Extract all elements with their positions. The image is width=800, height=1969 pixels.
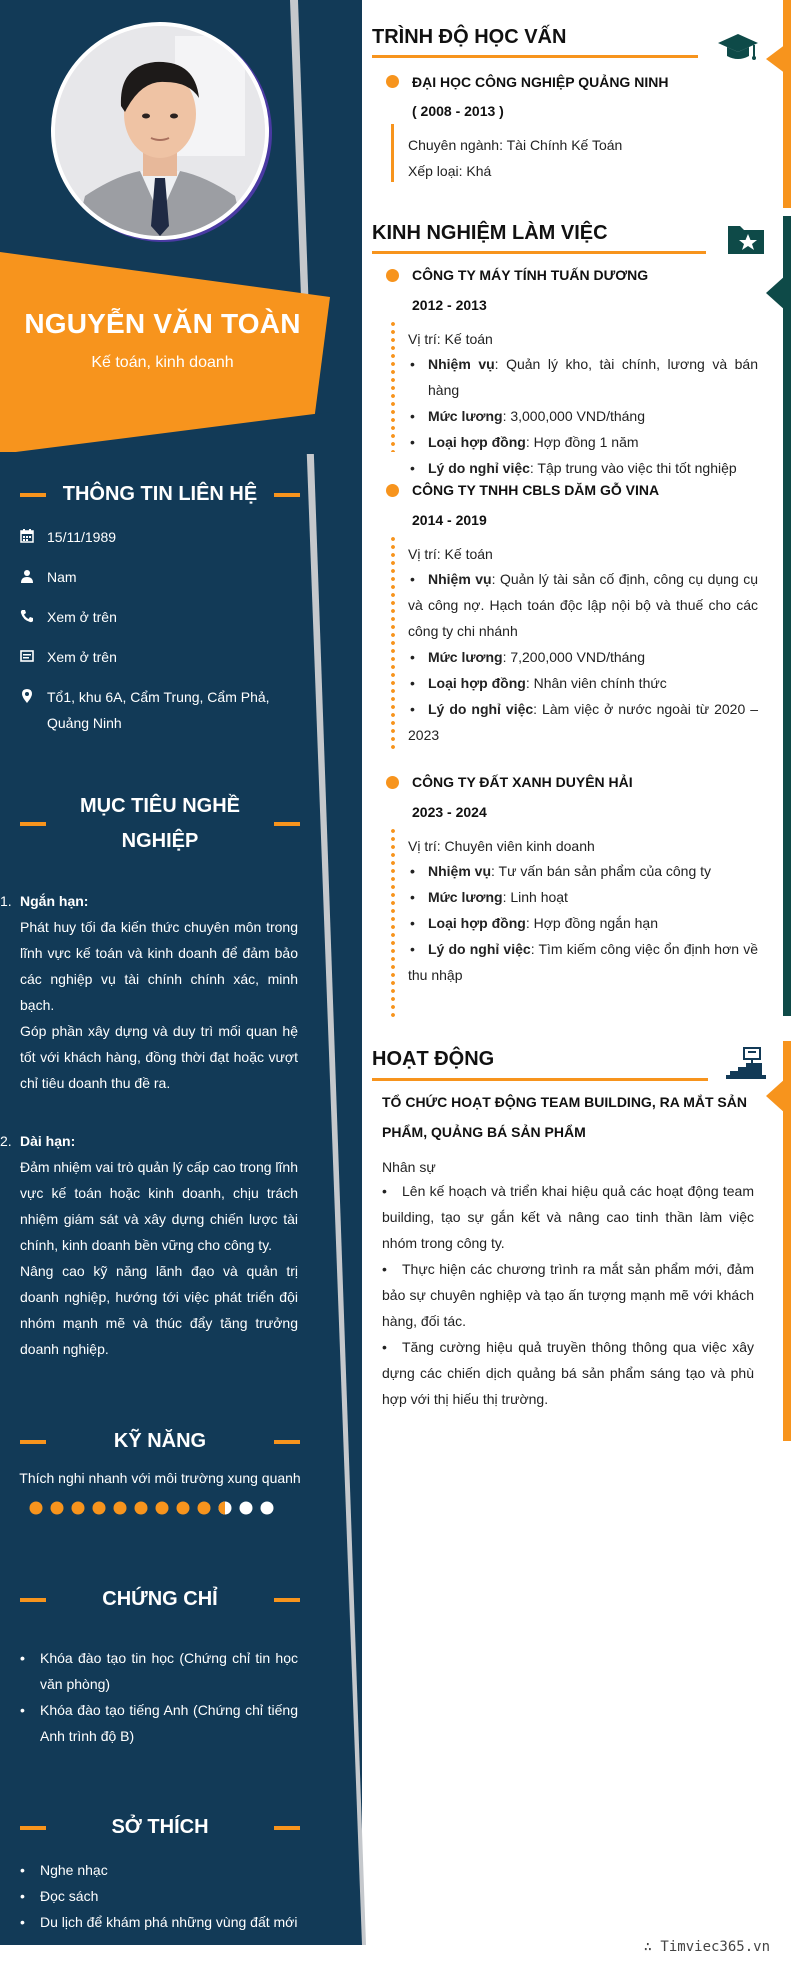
education-heading-rule [372, 55, 698, 58]
activity-list [382, 1178, 754, 1412]
job-details-list [408, 351, 758, 481]
job-detail-item [408, 455, 758, 481]
job-detail-label: Nhiệm vụ [428, 571, 492, 587]
job-detail-text: : Linh hoạt [502, 889, 568, 905]
experience-heading-rule [372, 251, 706, 254]
activity-title: TỔ CHỨC HOẠT ĐỘNG TEAM BUILDING, RA MẮT SẢN PHẨM, QUẢNG BÁ SẢN PHẨM [382, 1094, 747, 1140]
activities-stripe-notch [766, 1078, 786, 1114]
job-period: 2014 - 2019 [412, 512, 487, 528]
education-period: ( 2008 - 2013 ) [412, 103, 504, 119]
candidate-name: NGUYỄN VĂN TOÀN [24, 308, 301, 339]
birthday-value: 15/11/1989 [47, 529, 117, 545]
job-detail-text: : Quản lý tài sản cố định, công cụ dụng cụ và công nợ. Hạch toán độc lập nội bộ và thuế cho các công ty chi nhánh [408, 571, 758, 639]
education-side-stripe [783, 0, 791, 208]
activity-role: Nhân sự [382, 1159, 436, 1175]
activity-item: • Tăng cường hiệu quả truyền thông thông qua việc xây dựng các chiến dịch quảng bá sản phẩm sáng tạo và phù hợp với thị hiếu thị trường. [382, 1334, 754, 1412]
education-major: Chuyên ngành: Tài Chính Kế Toán [408, 137, 623, 153]
job-detail-label: Nhiệm vụ [428, 863, 492, 879]
hobbies-heading-text: SỞ THÍCH [111, 1816, 209, 1838]
skill-dot [177, 1502, 190, 1515]
job-detail-item [408, 884, 758, 910]
experience-side-stripe [783, 216, 791, 1016]
job-bullet-dot [386, 484, 399, 497]
skills-heading [0, 1424, 320, 1459]
experience-heading: KINH NGHIỆM LÀM VIỆC [372, 222, 608, 244]
hobby-item: • Du lịch để khám phá những vùng đất mới [20, 1909, 298, 1935]
job-company: CÔNG TY MÁY TÍNH TUẤN DƯƠNG [412, 267, 649, 283]
objective-label: Ngắn hạn [20, 893, 84, 909]
objective-heading [0, 789, 320, 859]
footer-brand: ∴ Timviec365.vn [643, 1939, 770, 1955]
job-bullet-dot [386, 776, 399, 789]
contact-address [20, 684, 310, 736]
job-detail-text: : 7,200,000 VND/tháng [502, 649, 645, 665]
job-position: Vị trí: Chuyên viên kinh doanh [408, 838, 595, 854]
skill-dot [156, 1502, 169, 1515]
objective-number: 2. [0, 1133, 12, 1149]
certificates-heading-text: CHỨNG CHỈ [102, 1588, 218, 1610]
objective-label-row: Ngắn hạn: [20, 893, 89, 909]
hobbies-list [20, 1857, 298, 1935]
contact-phone [20, 604, 310, 630]
hobbies-heading [0, 1810, 320, 1845]
job-detail-label: Mức lương [428, 649, 503, 665]
skill-dot [135, 1502, 148, 1515]
gender-value: Nam [47, 569, 77, 585]
heading-bar-right [274, 1826, 300, 1830]
experience-stripe-notch [766, 275, 786, 311]
name-banner-cut [0, 412, 330, 454]
objective-heading-text: MỤC TIÊU NGHỀ NGHIỆP [80, 795, 240, 852]
folder-star-icon [726, 222, 766, 256]
heading-bar-right [274, 822, 300, 826]
job-detail-label: Loại hợp đồng [428, 434, 526, 450]
job-detail-item [408, 936, 758, 988]
job-detail-label: Lý do nghỉ việc [428, 941, 531, 957]
job-detail-text: : Tìm kiếm công việc ổn định hơn về thu nhập [408, 941, 758, 983]
education-heading: TRÌNH ĐỘ HỌC VẤN [372, 26, 567, 48]
heading-bar-right [274, 493, 300, 497]
activity-item: • Thực hiện các chương trình ra mắt sản phẩm mới, đảm bảo sự chuyên nghiệp và tạo ấn tượng mạnh mẽ với khách hàng, đối tác. [382, 1256, 754, 1334]
objective-paragraph: Phát huy tối đa kiến thức chuyên môn trong lĩnh vực kế toán và kinh doanh để đảm bảo các nghiệp vụ tài chính chính xác, minh bạch. [20, 919, 298, 1013]
job-detail-text: : Hợp đồng ngắn hạn [525, 915, 659, 931]
job-detail-label: Nhiệm vụ [428, 356, 495, 372]
job-detail-item [408, 566, 758, 644]
job-company: CÔNG TY ĐẤT XANH DUYÊN HẢI [412, 774, 633, 790]
phone-value: Xem ở trên [47, 609, 117, 625]
contact-birthday [20, 524, 310, 550]
email-value: Xem ở trên [47, 649, 117, 665]
job-detail-item [408, 696, 758, 748]
objective-paragraph: Nâng cao kỹ năng lãnh đạo và quản trị doanh nghiệp, hướng tới việc phát triển đội nhóm mạnh mẽ và thúc đẩy tăng trưởng doanh nghiệp. [20, 1263, 298, 1357]
contact-heading-text: THÔNG TIN LIÊN HỆ [62, 483, 258, 505]
objective-long-term [0, 1128, 298, 1362]
skill-dot [114, 1502, 127, 1515]
objective-label-row: Dài hạn: [20, 1133, 76, 1149]
job-detail-text: : Làm việc ở nước ngoài từ 2020 – 2023 [408, 701, 758, 743]
job-bullet-dot [386, 269, 399, 282]
skills-heading-text: KỸ NĂNG [113, 1430, 207, 1452]
job-timeline-dots [391, 320, 395, 452]
skill-name: Thích nghi nhanh với môi trường xung quanh [19, 1470, 301, 1486]
skill-rating-dots [28, 1500, 278, 1516]
certificate-item: • Khóa đào tạo tiếng Anh (Chứng chỉ tiếng Anh trình độ B) [20, 1697, 298, 1749]
avatar [51, 22, 269, 240]
heading-bar-left [20, 493, 46, 497]
portrait-photo [55, 26, 265, 236]
contact-heading [0, 477, 320, 512]
podium-icon [726, 1046, 766, 1080]
user-icon [20, 569, 34, 583]
education-grade: Xếp loại: Khá [408, 163, 492, 179]
objective-label: Dài hạn [20, 1133, 71, 1149]
email-icon [20, 649, 34, 663]
job-details-list [408, 858, 758, 988]
hobby-item: • Nghe nhạc [20, 1857, 298, 1883]
job-detail-text: : Quản lý kho, tài chính, lương và bán hàng [428, 356, 758, 398]
graduation-cap-icon [718, 30, 758, 64]
job-detail-item [408, 403, 758, 429]
job-company: CÔNG TY TNHH CBLS DĂM GỖ VINA [412, 482, 660, 498]
job-detail-label: Mức lương [428, 408, 503, 424]
activity-item: • Lên kế hoạch và triển khai hiệu quả các hoạt động team building, tạo sự gắn kết và nâng cao tinh thần làm việc nhóm trong công ty. [382, 1178, 754, 1256]
heading-bar-left [20, 1826, 46, 1830]
phone-icon [20, 609, 34, 623]
job-detail-label: Lý do nghỉ việc [428, 460, 530, 476]
job-timeline-dots [391, 535, 395, 749]
heading-bar-right [274, 1440, 300, 1444]
job-period: 2023 - 2024 [412, 804, 487, 820]
objective-paragraph: Góp phần xây dựng và duy trì mối quan hệ tốt với khách hàng, đồng thời đạt hoặc vượt chỉ tiêu doanh thu đề ra. [20, 1023, 298, 1091]
job-detail-label: Lý do nghỉ việc [428, 701, 534, 717]
contact-email [20, 644, 310, 670]
job-detail-item [408, 351, 758, 403]
job-detail-item [408, 644, 758, 670]
job-position: Vị trí: Kế toán [408, 546, 493, 562]
job-detail-label: Mức lương [428, 889, 503, 905]
job-detail-item [408, 858, 758, 884]
heading-bar-left [20, 1598, 46, 1602]
objective-short-term [0, 888, 298, 1096]
skill-dot [240, 1502, 253, 1515]
certificate-item: • Khóa đào tạo tin học (Chứng chỉ tin học văn phòng) [20, 1645, 298, 1697]
job-period: 2012 - 2013 [412, 297, 487, 313]
skill-dot [261, 1502, 274, 1515]
activities-heading: HOẠT ĐỘNG [372, 1048, 495, 1070]
certificates-heading [0, 1582, 320, 1617]
heading-bar-left [20, 822, 46, 826]
job-detail-item [408, 910, 758, 936]
job-detail-label: Loại hợp đồng [428, 915, 526, 931]
skill-dot [72, 1502, 85, 1515]
job-detail-text: : Hợp đồng 1 năm [525, 434, 639, 450]
education-timeline-line [391, 124, 394, 182]
job-timeline-dots [391, 827, 395, 1017]
job-detail-item [408, 429, 758, 455]
objective-number: 1. [0, 893, 12, 909]
education-bullet-dot [386, 75, 399, 88]
school-name: ĐẠI HỌC CÔNG NGHIỆP QUẢNG NINH [412, 74, 669, 90]
skill-dot [219, 1502, 232, 1515]
skill-dot [198, 1502, 211, 1515]
job-detail-item [408, 670, 758, 696]
skill-dot [93, 1502, 106, 1515]
calendar-icon [20, 529, 34, 543]
job-position: Vị trí: Kế toán [408, 331, 493, 347]
education-stripe-notch [766, 44, 786, 74]
job-detail-text: : Tập trung vào việc thi tốt nghiệp [529, 460, 737, 476]
location-pin-icon [20, 689, 34, 703]
skill-dot [51, 1502, 64, 1515]
certificates-list [20, 1645, 298, 1749]
job-details-list [408, 566, 758, 748]
contact-gender [20, 564, 310, 590]
job-detail-text: : Tư vấn bán sản phẩm của công ty [491, 863, 712, 879]
hobby-item: • Đọc sách [20, 1883, 298, 1909]
activities-heading-rule [372, 1078, 708, 1081]
job-detail-label: Loại hợp đồng [428, 675, 526, 691]
job-detail-text: : Nhân viên chính thức [525, 675, 667, 691]
objective-paragraph: Đảm nhiệm vai trò quản lý cấp cao trong lĩnh vực kế toán hoặc kinh doanh, chịu trách nhiệm giám sát và xây dựng chiến lược tài chính, kinh doanh bền vững cho công ty. [20, 1159, 298, 1253]
heading-bar-left [20, 1440, 46, 1444]
heading-bar-right [274, 1598, 300, 1602]
job-detail-text: : 3,000,000 VND/tháng [502, 408, 645, 424]
skill-dot [30, 1502, 43, 1515]
address-value: Tổ1, khu 6A, Cẩm Trung, Cẩm Phả, Quảng Ninh [47, 689, 270, 731]
candidate-job-title: Kế toán, kinh doanh [91, 354, 234, 371]
